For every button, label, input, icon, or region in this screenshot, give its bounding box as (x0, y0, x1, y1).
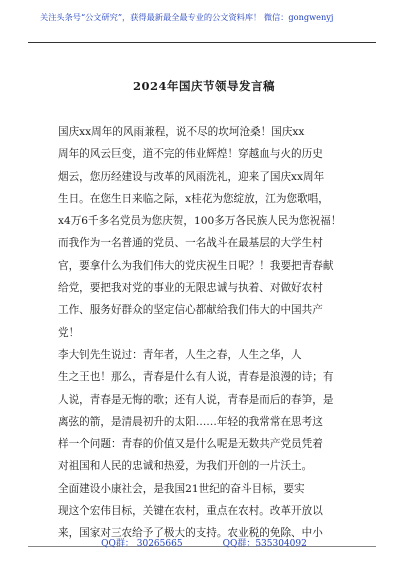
body-line: 来，国家对三农给予了极大的支持。农业税的免除、中小 (58, 527, 323, 540)
footer-qq-group-1: QQ群： 30265665 (101, 539, 183, 549)
body-line: 工作、服务好群众的坚定信心都献给我们伟大的中国共产 (58, 304, 323, 317)
body-line: 全面建设小康社会，是我国21世纪的奋斗目标，要实 (58, 482, 305, 495)
footer-qq-group-2: QQ群：535304092 (222, 539, 307, 549)
body-line: 党！ (58, 326, 80, 339)
footer (0, 536, 408, 549)
body-line: 生之王也！那么，青春是什么有人说，青春是浪漫的诗；有 (58, 371, 334, 384)
header-divider (28, 42, 376, 43)
body-line: 给党，要把我对党的事业的无限忠诚与执着、对做好农村 (58, 282, 323, 295)
body-line: 周年的风云巨变，道不完的伟业辉煌！穿越血与火的历史 (58, 148, 323, 161)
document-body (58, 121, 354, 545)
body-line: 离弦的箭，是清晨初升的太阳……年轻的我常常在思考这 (58, 415, 323, 428)
body-line: 人说，青春是无悔的歌；还有人说，青春是而后的春笋，是 (58, 393, 334, 406)
header-notice: 关注头条号“公文研究”，获得最新最全最专业的公文资料库！ 微信：gongwenyj (40, 12, 334, 22)
body-line: 现这个宏伟目标，关键在农村，重点在农村。改革开放以 (58, 505, 323, 518)
body-line: 官，要拿什么为我们伟大的党庆祝生日呢？！我要把青春献 (58, 259, 334, 272)
body-line: x4万6千多名党员为您庆贺，100多万各民族人民为您祝福！ (58, 215, 342, 228)
body-line: 国庆xx周年的风雨兼程，说不尽的坎坷沧桑！国庆xx (58, 126, 305, 138)
body-line: 烟云，您历经建设与改革的风雨洗礼，迎来了国庆xx周年 (58, 170, 325, 183)
body-line: 样一个问题：青春的价值又是什么呢是无数共产党员凭着 (58, 438, 323, 451)
document-title: 2024年国庆节领导发言稿 (132, 79, 275, 93)
body-line: 李大钊先生说过：青年者，人生之春，人生之华，人 (58, 348, 302, 361)
body-line: 而我作为一名普通的党员、一名战斗在最基层的大学生村 (58, 237, 323, 250)
body-line: 生日。在您生日来临之际，x桂花为您绽放，江为您歌唱， (58, 192, 329, 205)
body-line: 对祖国和人民的忠诚和热爱，为我们开创的一片沃土。 (58, 460, 313, 473)
